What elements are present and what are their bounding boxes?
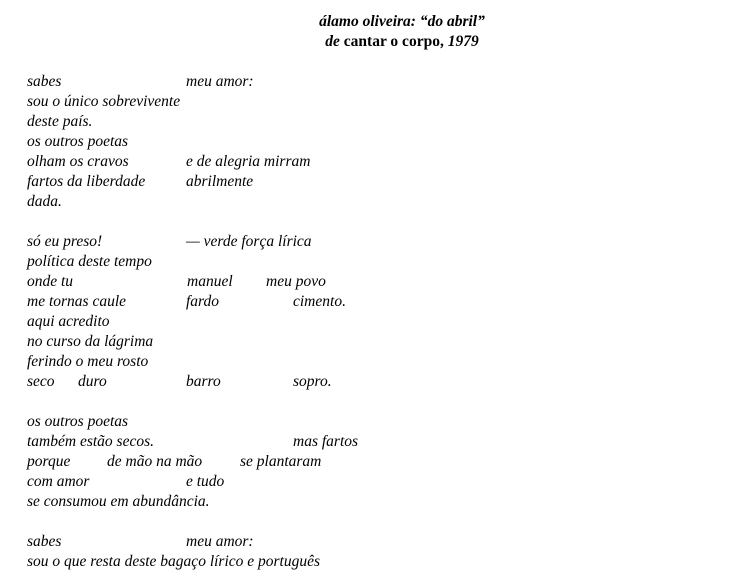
line-text: e de alegria mirram bbox=[186, 153, 311, 170]
line-text: seco bbox=[27, 373, 55, 390]
line-text: política deste tempo bbox=[27, 253, 152, 270]
line-text: barro bbox=[186, 373, 221, 390]
poem-line bbox=[27, 412, 727, 432]
line-text: no curso da lágrima bbox=[27, 333, 154, 350]
poem-line bbox=[27, 472, 727, 492]
poem-line bbox=[27, 432, 727, 452]
line-text: também estão secos. bbox=[27, 433, 154, 450]
poem-line bbox=[27, 112, 727, 132]
poem-body bbox=[27, 72, 727, 572]
stanza-break bbox=[27, 392, 727, 412]
poem-line bbox=[27, 132, 727, 152]
line-text: e tudo bbox=[186, 473, 225, 490]
line-text: com amor bbox=[27, 473, 90, 490]
poem-line bbox=[27, 352, 727, 372]
poem-line bbox=[27, 452, 727, 472]
poem-line bbox=[27, 192, 727, 212]
line-text: sou o único sobrevivente bbox=[27, 93, 181, 110]
line-text: os outros poetas bbox=[27, 413, 129, 430]
poem-line bbox=[27, 332, 727, 352]
poem-line bbox=[27, 312, 727, 332]
line-text: onde tu bbox=[27, 273, 74, 290]
line-text: fardo bbox=[186, 293, 220, 310]
poem-header bbox=[0, 12, 738, 52]
line-text: deste país. bbox=[27, 113, 93, 130]
line-text: abrilmente bbox=[186, 173, 254, 190]
poem-line bbox=[27, 372, 727, 392]
poem-line bbox=[27, 492, 727, 512]
poem-title: álamo oliveira: “do abril” bbox=[319, 13, 485, 30]
line-text: mas fartos bbox=[293, 433, 359, 450]
line-text: sou o que resta deste bagaço lírico e português bbox=[27, 553, 321, 570]
poem-line bbox=[27, 272, 727, 292]
line-text: — verde força lírica bbox=[186, 233, 312, 250]
poem-line bbox=[27, 532, 727, 552]
line-text: ferindo o meu rosto bbox=[27, 353, 149, 370]
line-text: cimento. bbox=[293, 293, 346, 310]
line-text: me tornas caule bbox=[27, 293, 127, 310]
line-text: os outros poetas bbox=[27, 133, 129, 150]
line-text: sabes bbox=[27, 533, 62, 550]
line-text: sabes bbox=[27, 73, 62, 90]
line-text: olham os cravos bbox=[27, 153, 129, 170]
poem-source bbox=[0, 32, 738, 52]
poem-line bbox=[27, 92, 727, 112]
source-year: 1979 bbox=[447, 33, 479, 50]
poem-line bbox=[27, 232, 727, 252]
line-text: meu amor: bbox=[186, 73, 254, 90]
line-text: dada. bbox=[27, 193, 62, 210]
poem-line bbox=[27, 252, 727, 272]
poem-line bbox=[27, 172, 727, 192]
line-text: só eu preso! bbox=[27, 233, 103, 250]
stanza-break bbox=[27, 512, 727, 532]
line-text: sopro. bbox=[293, 373, 332, 390]
line-text: porque bbox=[27, 453, 71, 470]
poem-line bbox=[27, 552, 727, 572]
line-text: duro bbox=[78, 373, 107, 390]
source-prefix: de bbox=[325, 33, 340, 50]
line-text: se consumou em abundância. bbox=[27, 493, 210, 510]
line-text: meu povo bbox=[266, 273, 326, 290]
source-book: cantar o corpo, bbox=[343, 33, 444, 50]
poem-line bbox=[27, 72, 727, 92]
poem-line bbox=[27, 152, 727, 172]
line-text: manuel bbox=[187, 273, 233, 290]
line-text: aqui acredito bbox=[27, 313, 110, 330]
line-text: de mão na mão bbox=[107, 453, 203, 470]
line-text: fartos da liberdade bbox=[27, 173, 146, 190]
poem-line bbox=[27, 292, 727, 312]
line-text: meu amor: bbox=[186, 533, 254, 550]
stanza-break bbox=[27, 212, 727, 232]
line-text: se plantaram bbox=[240, 453, 322, 470]
